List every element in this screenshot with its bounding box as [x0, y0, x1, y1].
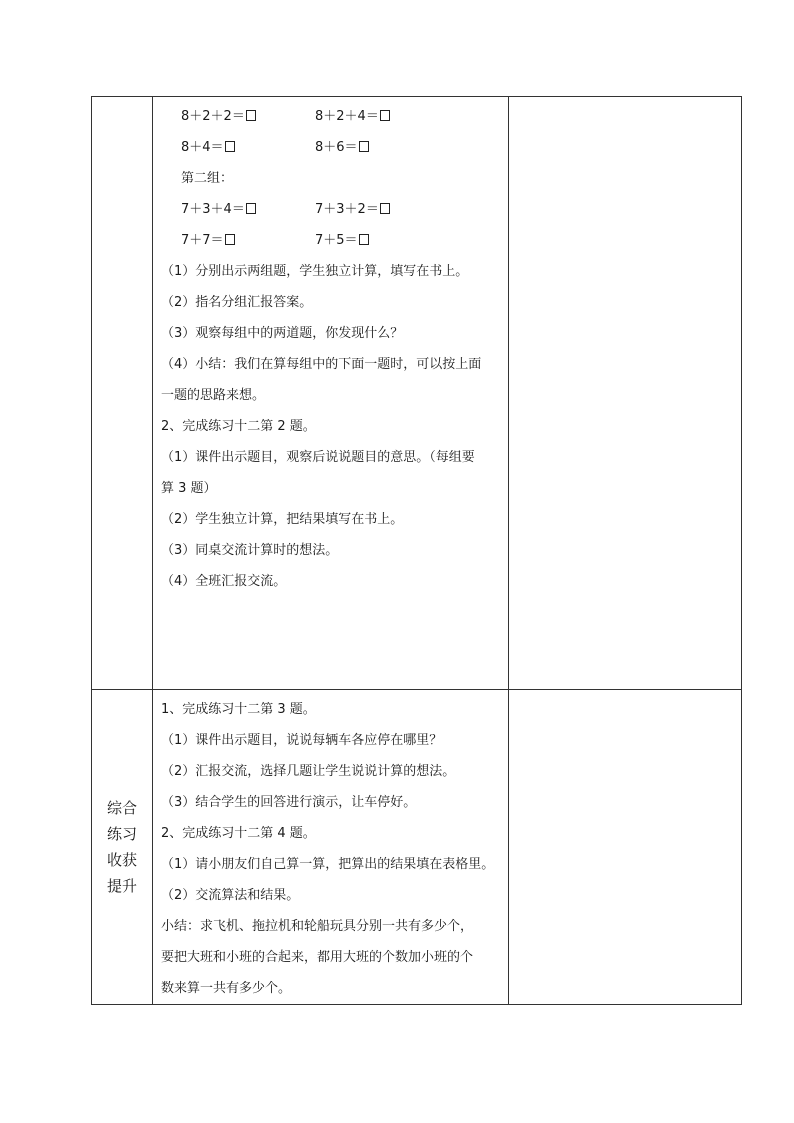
step-text: 2、完成练习十二第 4 题。 — [161, 826, 316, 841]
table-row — [92, 97, 742, 690]
answer-box — [225, 234, 235, 245]
step-text: （2）学生独立计算，把结果填写在书上。 — [161, 512, 404, 527]
answer-box — [380, 110, 390, 121]
answer-box — [246, 203, 256, 214]
step-text: （3）结合学生的回答进行演示，让车停好。 — [161, 795, 417, 810]
equation-line: 7＋7＝ 7＋5＝ — [161, 225, 502, 256]
step-text: （4）全班汇报交流。 — [161, 574, 287, 589]
answer-box — [380, 203, 390, 214]
step-text: 要把大班和小班的合起来，都用大班的个数加小班的个 — [161, 950, 474, 965]
equation-line: 8＋4＝ 8＋6＝ — [161, 132, 502, 163]
answer-box — [225, 141, 235, 152]
notes-cell — [509, 97, 742, 690]
step-text: （2）指名分组汇报答案。 — [161, 295, 313, 310]
notes-cell — [509, 690, 742, 1005]
stage-label: 综合练习收获提升 — [106, 799, 137, 895]
step-text: （3）同桌交流计算时的想法。 — [161, 543, 339, 558]
step-text: 数来算一共有多少个。 — [161, 981, 292, 996]
lesson-plan-table — [91, 96, 742, 1005]
answer-box — [359, 141, 369, 152]
step-text: （2）汇报交流，选择几题让学生说说计算的想法。 — [161, 764, 456, 779]
step-text: 算 3 题） — [161, 481, 217, 496]
step-text: （2）交流算法和结果。 — [161, 888, 300, 903]
step-text: （4）小结：我们在算每组中的下面一题时，可以按上面 — [161, 357, 482, 372]
stage-label-cell — [92, 97, 153, 690]
answer-box — [359, 234, 369, 245]
step-text: （1）课件出示题目，观察后说说题目的意思。（每组要 — [161, 450, 475, 465]
equation-line: 7＋3＋4＝ 7＋3＋2＝ — [161, 194, 502, 225]
table-row — [92, 690, 742, 1005]
step-text: 1、完成练习十二第 3 题。 — [161, 702, 316, 717]
answer-box — [246, 110, 256, 121]
step-text: 小结：求飞机、拖拉机和轮船玩具分别一共有多少个， — [161, 919, 474, 934]
content-cell — [153, 97, 509, 690]
step-text: （1）课件出示题目，说说每辆车各应停在哪里？ — [161, 733, 443, 748]
step-text: 2、完成练习十二第 2 题。 — [161, 419, 316, 434]
content-cell — [153, 690, 509, 1005]
group-label: 第二组： — [181, 171, 234, 186]
step-text: （1）请小朋友们自己算一算，把算出的结果填在表格里。 — [161, 857, 495, 872]
stage-label-cell — [92, 690, 153, 1005]
step-text: 一题的思路来想。 — [161, 388, 266, 403]
step-text: （3）观察每组中的两道题，你发现什么？ — [161, 326, 404, 341]
equation-line: 8＋2＋2＝ 8＋2＋4＝ — [161, 101, 502, 132]
step-text: （1）分别出示两组题，学生独立计算，填写在书上。 — [161, 264, 469, 279]
